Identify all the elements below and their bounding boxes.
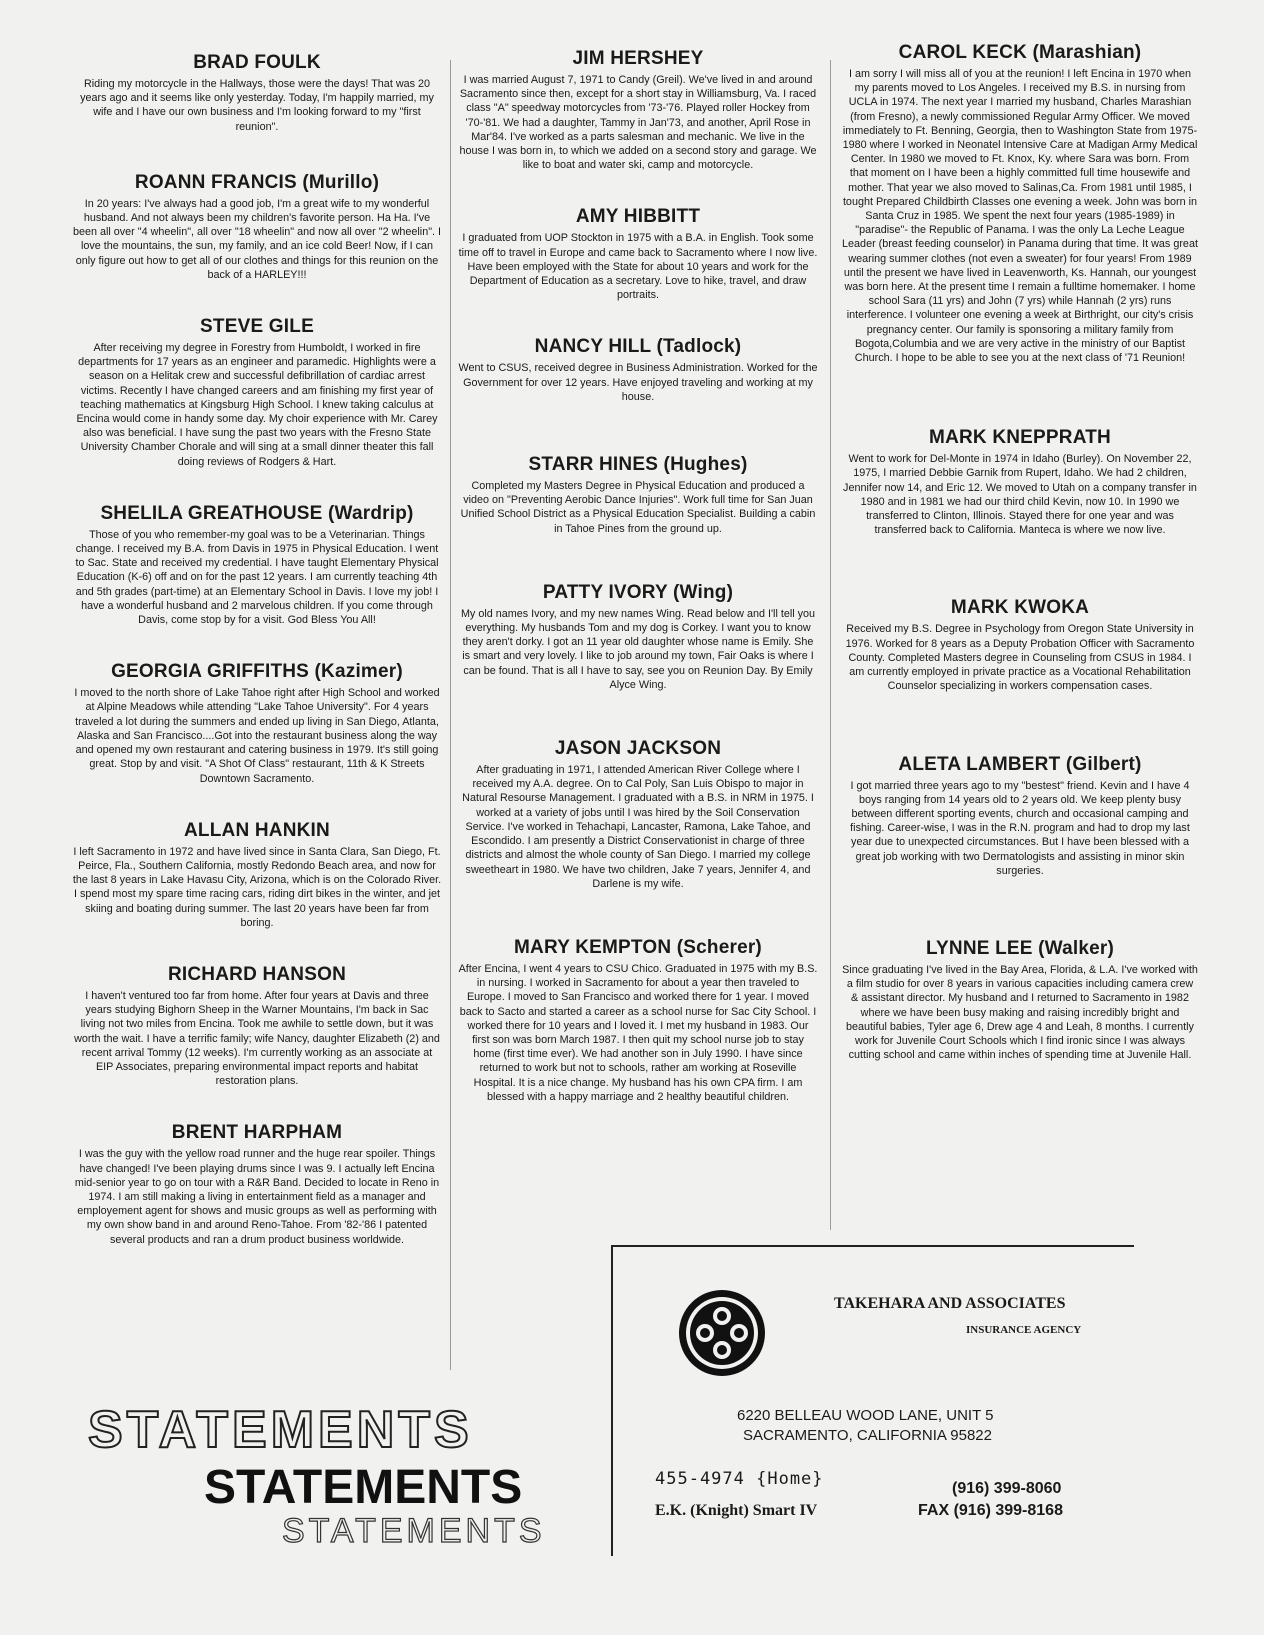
entry-name: PATTY IVORY (Wing): [542, 581, 734, 603]
entry-name: JASON JACKSON: [554, 738, 722, 760]
entry-roann-francis: [72, 172, 442, 282]
column-divider: [450, 60, 451, 1370]
entry-text: After receiving my degree in Forestry from Humboldt, I worked in fire departments for 17 years as an engineer and paramedic. Highlights were a season on a Helitak crew and successful defibrillation of cardiac arrest victims. Recently I have changed careers and am finishing my first year of teaching mathematics at Kingsburg High School. I knew taking calculus at Encina would come in handy some day. My choir experience with Mr. Carey also was beneficial. I have sung the past two years with the Fresno State University Chamber Chorale and will sing at a small dinner theater this fall doing reviews of Rodgers & Hart.: [76, 342, 438, 468]
entry-brad-foulk: [72, 52, 442, 134]
entry-name: ROANN FRANCIS (Murillo): [134, 171, 380, 193]
column-middle: [458, 40, 818, 1104]
statements-small-title: STATEMENTS: [282, 1512, 546, 1550]
entry-name: ALETA LAMBERT (Gilbert): [898, 753, 1142, 775]
home-phone: 455-4974 {Home}: [655, 1469, 824, 1489]
entry-name: JIM HERSHEY: [572, 48, 704, 69]
entry-text: After Encina, I went 4 years to CSU Chico. Graduated in 1975 with my B.S. in nursing. I worked in Sacramento for about a year then traveled to Europe. I moved to San Francisco and worked there for 1 year. I moved back to Sacto and started a career as a school nurse for Sac City School. I worked there for 10 years and I loved it. I met my husband in 1983. Our first son was born March 1987. I then quit my school nurse job to stay home (first time ever). We had another son in July 1990. I have since returned to work but not to schools, rather am working at Roseville Hospital. It is a nice change. My husband has his own CPA firm. I am blessed with a happy marriage and 2 healthy beautiful children.: [458, 962, 818, 1103]
entry-name: ALLAN HANKIN: [184, 819, 330, 841]
agent-name: E.K. (Knight) Smart IV: [655, 1502, 818, 1519]
entry-name: RICHARD HANSON: [167, 963, 347, 985]
statements-bold-title: STATEMENTS: [204, 1461, 523, 1514]
entry-text: I was the guy with the yellow road runner and the huge rear spoiler. Things have changed! I've been playing drums since I was 9. I actually left Encina mid-senior year to go on tour with a R&R Band. Decided to locate in Reno in 1974. I am still making a living in entertainment field as a manager and employement agent for shows and music groups as well as performing with my own show band in and around Reno-Tahoe. From '82-'86 I patented several products and ran a drum product business worldwide.: [74, 1148, 440, 1246]
entry-name: MARK KNEPPRATH: [929, 427, 1111, 449]
entry-name: NANCY HILL (Tadlock): [534, 336, 742, 358]
entry-mark-knepprath: [842, 427, 1198, 537]
entry-name: STARR HINES (Hughes): [528, 454, 748, 476]
entry-name: LYNNE LEE (Walker): [925, 937, 1114, 959]
insurance-advertisement: [611, 1245, 1134, 1556]
flower-crest-icon: [677, 1288, 767, 1378]
entry-georgia-griffiths: [72, 661, 442, 785]
entry-name: BRENT HARPHAM: [171, 1122, 343, 1144]
entry-text: In 20 years: I've always had a good job, I'm a great wife to my wonderful husband. And not always been my children's favorite person. Ha Ha. I've been all over "4 wheelin", all over "18 wheelin" and now all over "2 wheelin". I love the mountains, the sun, my family, and an ice cold Beer! Now, if I can only figure out how to get all of our clothes and things for this reunion on the back of a HARLEY!!!: [72, 197, 442, 281]
entry-starr-hines: [458, 454, 818, 536]
entry-text: I am sorry I will miss all of you at the reunion! I left Encina in 1970 when my parents moved to Los Angeles. I received my B.S. in nursing from UCLA in 1974. The next year I married my husband, Charles Marashian (from Fresno), a newly commissioned Regular Army Officer. We moved immediately to Ft. Benning, Georgia, then to Washington State from 1975-1980 where I worked in Neonatel Intensive Care at Madigan Army Medical Center. In 1980 we moved to Ft. Knox, Ky. where Sara was born. From that moment on I have been a highly committed full time housewife and mother. That year we also moved to Salinas,Ca. From 1981 until 1985, I tought Prepared Childbirth Classes one evening a week. John was born in Santa Cruz in 1985. We spent the next four years (1985-1989) in "paradise"- the Republic of Panama. I was the only La Leche League Leader (breast feeding counselor) in Panama during that time. It was great wearing summer clothes (not even a sweater) for four years! From 1989 until the present we have lived in Leavenworth, Ks. Hannah, our youngest was born here. At the present time I remain a fulltime homemaker. I home school Sara (11 yrs) and John (7 yrs) while Hannah (2 yrs) runs interference. I volunteer one evening a week at Birthright, our city's crisis pregnancy center. Our family is sponsoring a military family from Bogota,Columbia and we are very active in the ministry of our Baptist Church. I hope to be able to see you at the next class of '71 Reunion!: [842, 68, 1198, 365]
entry-name: MARK KWOKA: [950, 597, 1090, 619]
entry-jason-jackson: [458, 738, 818, 891]
entry-text: I was married August 7, 1971 to Candy (Greil). We've lived in and around Sacramento since then, except for a short stay in Williamsburg, Va. I raced class "A" speedway motorcycles from '73-'76. Played roller Hockey from '70-'81. We had a daughter, Tammy in Jan'73, and another, April Rose in Mar'84. I've worked as a parts salesman and mechanic. We live in the house I was born in, to which we added on a second story and garage. We like to boat and water ski, camp and motorcycle.: [459, 74, 817, 172]
column-divider: [830, 60, 831, 1230]
office-phone: (916) 399-8060: [952, 1480, 1062, 1497]
address-line-1: 6220 BELLEAU WOOD LANE, UNIT 5: [737, 1407, 994, 1424]
company-name: TAKEHARA AND ASSOCIATES: [834, 1295, 1066, 1312]
entry-steve-gile: [72, 316, 442, 469]
entry-text: Those of you who remember-my goal was to be a Veterinarian. Things change. I received my B.A. from Davis in 1975 in Physical Education. I went to Sac. State and received my credential. I have taught Elementary Physical Education (K-6) off and on for the past 12 years. I am currently teaching 4th and 5th grades (part-time) at an Elementary School in Davis. I love my job! I have a wonderful husband and 2 marvelous children. If you come through Davis, come stop by for a visit. God Bless You All!: [75, 528, 439, 627]
entry-name: SHELILA GREATHOUSE (Wardrip): [100, 502, 414, 524]
address-line-2: SACRAMENTO, CALIFORNIA 95822: [743, 1427, 992, 1444]
entry-amy-hibbitt: [458, 206, 818, 302]
entry-mark-kwoka: [842, 597, 1198, 693]
entry-name: AMY HIBBITT: [575, 206, 701, 228]
column-left: [72, 40, 442, 1247]
entry-name: STEVE GILE: [200, 316, 314, 338]
entry-allan-hankin: [72, 820, 442, 930]
entry-shelila-greathouse: [72, 503, 442, 627]
entry-carol-keck: [842, 42, 1198, 365]
entry-text: Went to work for Del-Monte in 1974 in Idaho (Burley). On November 22, 1975, I married Debbie Garnik from Rupert, Idaho. We had 2 children, Jennifer now 14, and Eric 12. We moved to Utah on a company transfer in 1980 and in 1981 we had our third child Kevin, now 10. In 1990 we transferred to Clinton, Illinois. Stayed there for one year and was transferred back to California. Manteca is where we now live.: [843, 453, 1197, 537]
fax-number: FAX (916) 399-8168: [918, 1502, 1063, 1519]
entry-mary-kempton: [458, 937, 818, 1104]
entry-text: I moved to the north shore of Lake Tahoe right after High School and worked at Alpine Meadows while attending "Lake Tahoe University". For 4 years traveled a lot during the summers and ended up living in San Diego, Atlanta, Alaska and San Francisco....Got into the restaurant business along the way and opened my own restaurant and catering business in 1979. It's still going great. Stop by and visit. "A Shot Of Class" restaurant, 11th & K Streets Downtown Sacramento.: [74, 687, 440, 785]
entry-text: I graduated from UOP Stockton in 1975 with a B.A. in English. Took some time off to travel in Europe and came back to Sacramento where I now live. Have been employed with the State for about 10 years and work for the Department of Education as a secretary. Love to hike, travel, and draw portraits.: [458, 232, 818, 302]
entry-lynne-lee: [842, 938, 1198, 1062]
entry-text: I got married three years ago to my "bestest" friend. Kevin and I have 4 boys ranging from 14 years old to 2 years old. We keep plenty busy between different sporting events, church and occasional camping and fishing. Career-wise, I was in the R.N. program and had to drop my last year due to unexpected circumstances. But I have been blessed with a great job working with two Dermatologists and assisting in minor skin surgeries.: [850, 779, 1190, 877]
entry-name: CAROL KECK (Marashian): [898, 42, 1142, 63]
entry-patty-ivory: [458, 582, 818, 692]
entry-nancy-hill: [458, 336, 818, 404]
agency-label: INSURANCE AGENCY: [966, 1324, 1082, 1336]
entry-name: MARY KEMPTON (Scherer): [514, 936, 762, 958]
entry-richard-hanson: [72, 964, 442, 1088]
entry-brent-harpham: [72, 1122, 442, 1246]
entry-text: Since graduating I've lived in the Bay Area, Florida, & L.A. I've worked with a film studio for over 8 years in various capacities including camera crew & assistant director. My husband and I returned to Sacramento in 1982 where we have been busy making and raising incredibly bright and beautiful babies, Tyler age 6, Drew age 4 and Leah, 8 months. I currently work for Juvenile Court Schools which I find ironic since I was always cutting school and came within inches of spending time at Juvenile Hall.: [842, 963, 1198, 1062]
entry-aleta-lambert: [842, 754, 1198, 878]
entry-text: Completed my Masters Degree in Physical Education and produced a video on "Preventing Aerobic Dance Injuries". Work full time for San Juan Unified School District as a Physical Education Specialist. Building a cabin in Tahoe Pines from the ground up.: [460, 480, 816, 535]
entry-jim-hershey: [458, 48, 818, 172]
column-right: [842, 40, 1198, 1062]
entry-text: I left Sacramento in 1972 and have lived since in Santa Clara, San Diego, Ft. Peirce, Fla., Southern California, mostly Redondo Beach area, and now for the last 8 years in Lake Havasu City, Arizona, which is on the Colorado River. I spend most my spare time racing cars, riding dirt bikes in the winter, and jet skiing and boating during summer. The last 20 years have been far from boring.: [72, 845, 442, 929]
entry-text: I haven't ventured too far from home. After four years at Davis and three years studying Bighorn Sheep in the Warner Mountains, I'm back in Sac living not two miles from Encina. Took me awhile to settle down, but it was worth the wait. I have a terrific family; wife Nancy, daughter Elizabeth (2) and recent arrival Tommy (12 weeks). I'm currently working as an associate at EIP Associates, preparing environmental impact reports and habitat restoration plans.: [74, 989, 440, 1088]
entry-name: GEORGIA GRIFFITHS (Kazimer): [111, 661, 403, 683]
entry-text: My old names Ivory, and my new names Wing. Read below and I'll tell you everything. My husbands Tom and my dog is Corkey. I want you to know they aren't dorky. I got an 11 year old daughter whose name is Emily. She is smart and very lovely. I like to job around my town, Fair Oaks is where I can be found. That is all I have to say, see you on Reunion Day. By Emily Alyce Wing.: [460, 607, 816, 691]
statements-outline-title: STATEMENTS: [88, 1401, 473, 1459]
entry-text: Riding my motorcycle in the Hallways, those were the days! That was 20 years ago and it seems like only yesterday. Today, I'm happily married, my wife and I have our own business and I'm looking forward to my "first reunion".: [80, 78, 434, 133]
entry-text: Went to CSUS, received degree in Business Administration. Worked for the Government for over 12 years. Have enjoyed traveling and working at my house.: [458, 362, 818, 403]
entry-name: BRAD FOULK: [193, 52, 321, 73]
entry-text: After graduating in 1971, I attended American River College where I received my A.A. degree. On to Cal Poly, San Luis Obispo to major in Natural Resourse Management. I graduated with a B.S. in NRM in 1975. I worked at a variety of jobs until I was hired by the Soil Conservation Service. I've worked in Tehachapi, Lancaster, Ramona, Lake Tahoe, and Escondido. I am presently a District Conservationist in charge of three districts and almost the whole county of San Diego. I married my college sweetheart in 1980. We have two children, Jake 7 years, Jennifer 4, and Darlene is my wife.: [462, 764, 814, 890]
entry-text: Received my B.S. Degree in Psychology from Oregon State University in 1976. Worked for 8 years as a Deputy Probation Officer with Sacramento County. Completed Masters degree in Counseling from CSUS in 1984. I am currently employed in private practice as a Vocational Rehabilitation Counselor specializing in workers compensation cases.: [845, 623, 1195, 693]
